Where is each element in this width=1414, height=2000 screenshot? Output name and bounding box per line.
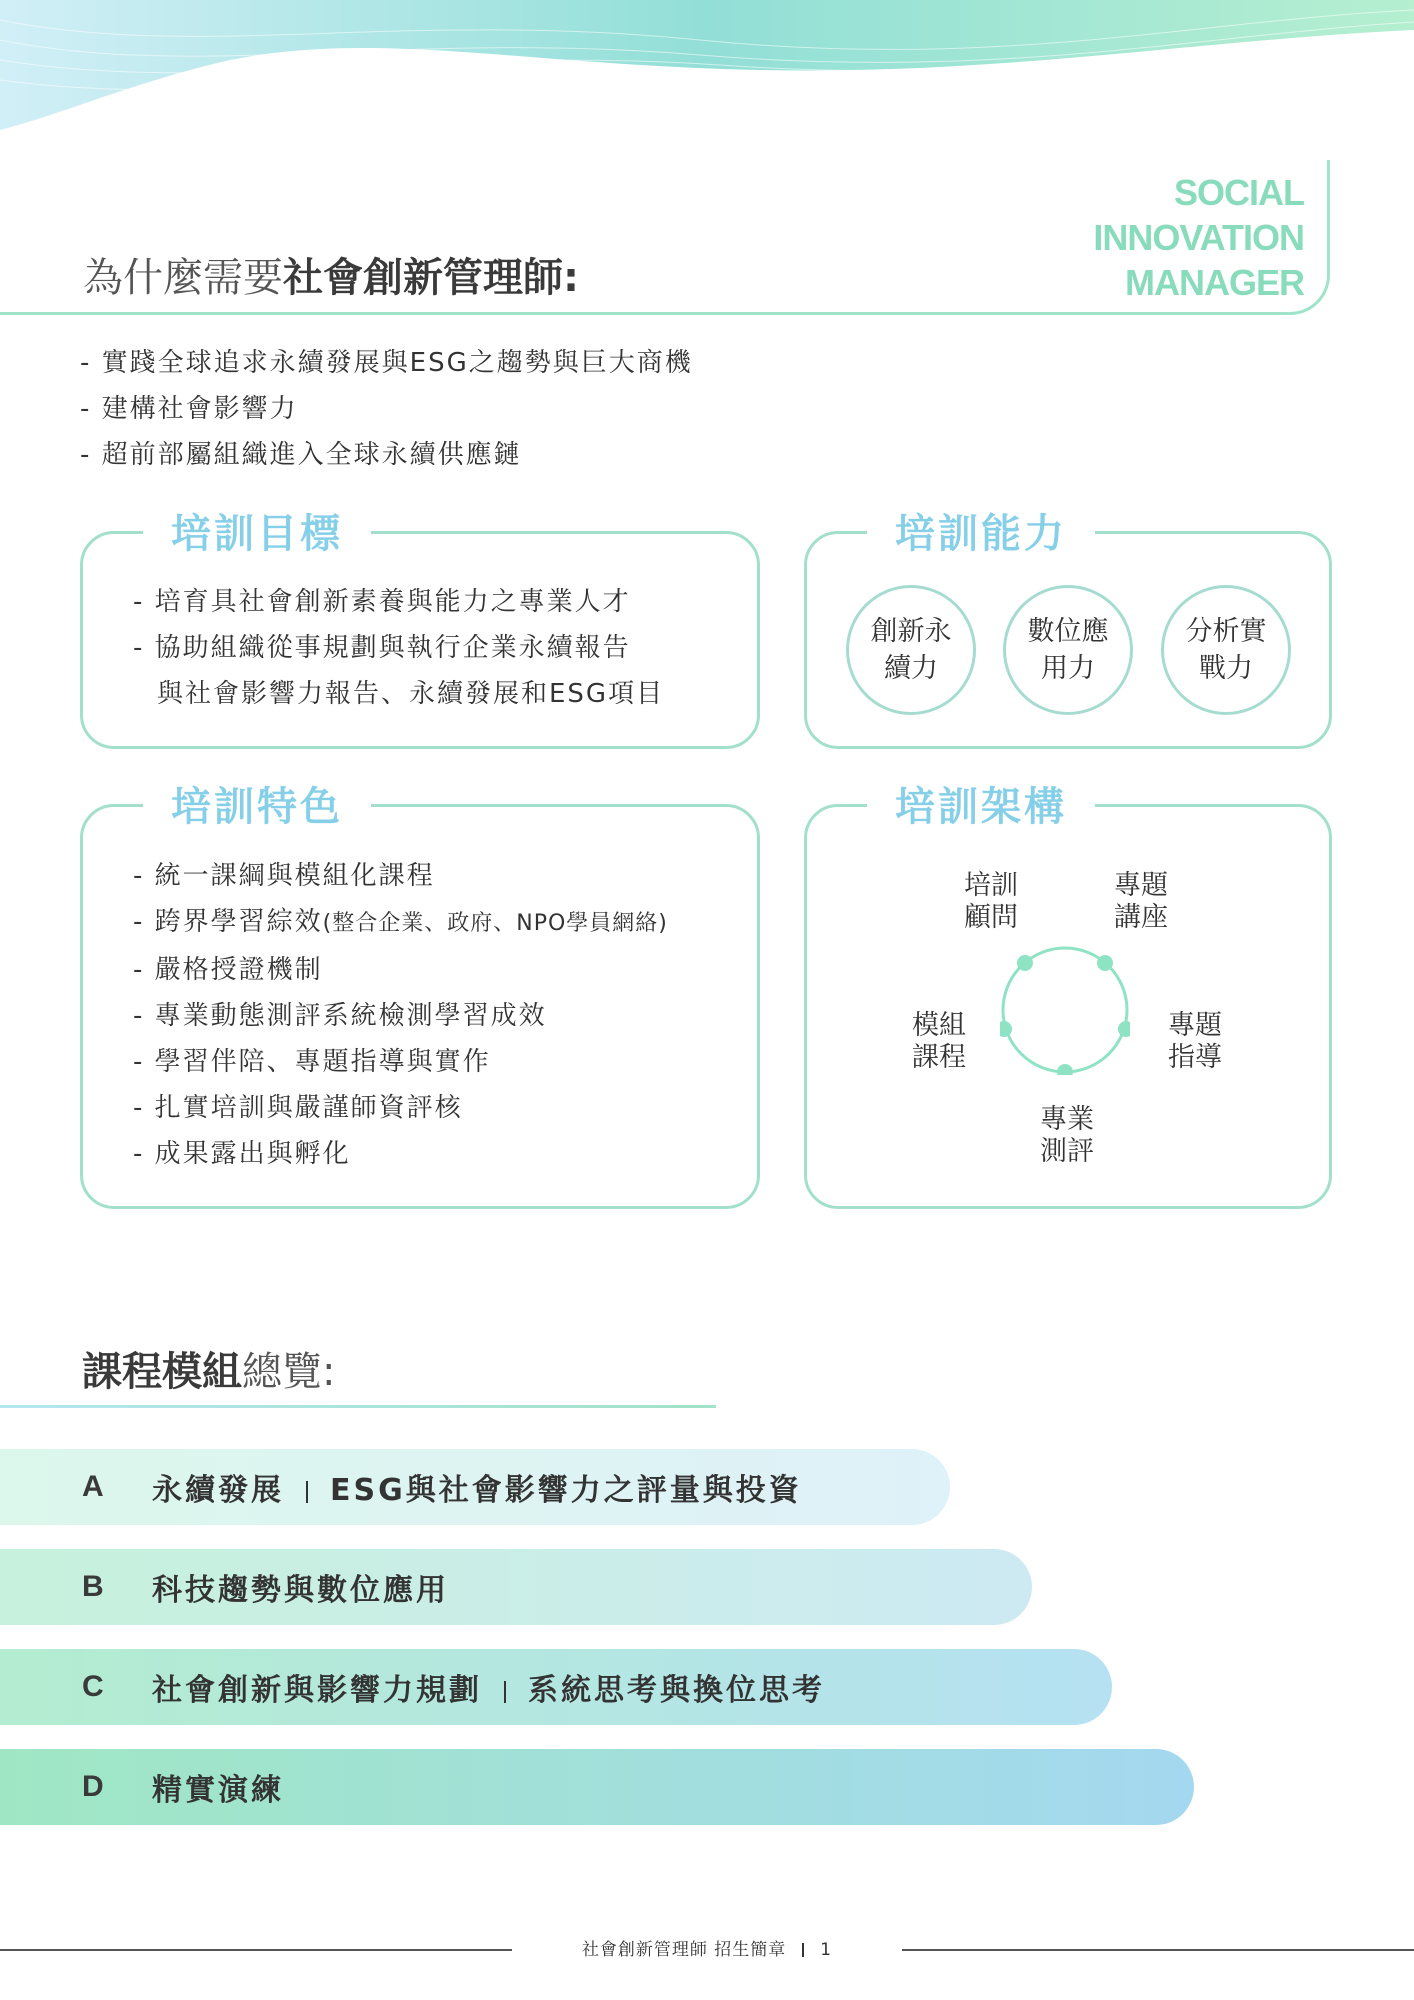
training-goals-list [133,579,664,717]
module-title [152,1765,284,1809]
why-heading-bold: 社會創新管理師: [283,255,579,301]
feature-item-text: - 扎實培訓與嚴謹師資評核 [133,1093,463,1123]
module-title [152,1565,449,1609]
feature-item [133,947,668,993]
framework-node-line: 指導 [1168,1042,1222,1073]
why-list [80,340,693,478]
brand-line-3: MANAGER [1125,262,1304,303]
module-divider [306,1481,308,1503]
module-letter: B [82,1570,104,1603]
course-module-c [0,1649,1112,1725]
training-framework-title: 培訓架構 [867,775,1095,832]
module-title-part: 精實演練 [152,1773,284,1808]
module-letter: A [82,1470,104,1503]
framework-node-dot [1000,1021,1012,1037]
feature-item [133,1039,668,1085]
framework-node-line: 專題 [1168,1010,1222,1041]
brand-wordmark [1093,170,1304,305]
framework-node-label [1155,1010,1235,1074]
framework-node-label [1101,870,1181,934]
feature-item-text: - 學習伴陪、專題指導與實作 [133,1047,491,1077]
feature-item-text: - 統一課綱與模組化課程 [133,861,435,891]
feature-item [133,1085,668,1131]
training-abilities-title: 培訓能力 [867,502,1095,559]
page-number: 1 [820,1940,833,1960]
course-module-b [0,1549,1032,1625]
course-heading-bold: 課程模組 [82,1349,242,1395]
framework-node-label [899,1010,979,1074]
goal-item: - 培育具社會創新素養與能力之專業人才 [133,587,631,617]
header-wave-decoration [0,0,1414,140]
framework-cycle-diagram [1000,945,1130,1075]
framework-node-line: 課程 [912,1042,966,1073]
module-divider [504,1681,506,1703]
framework-node-line: 專題 [1114,870,1168,901]
module-title-part: 科技趨勢與數位應用 [152,1573,449,1608]
footer-title: 社會創新管理師 招生簡章 [581,1940,787,1960]
framework-node-dot [1057,1064,1073,1075]
module-title-part: 系統思考與換位思考 [528,1673,825,1708]
feature-item-text: - 跨界學習綜效 [133,907,323,937]
ability-label: 分析實戰力 [1185,616,1267,684]
ability-circle [1003,585,1133,715]
course-overview-heading [82,1340,335,1397]
training-features-list [133,853,668,1177]
why-item: - 超前部屬組織進入全球永續供應鏈 [80,440,522,470]
framework-node-line: 顧問 [964,902,1018,933]
framework-node-dot [1097,955,1113,971]
module-title-part: 社會創新與影響力規劃 [152,1673,482,1708]
brand-line-2: INNOVATION [1093,217,1304,258]
goal-item: 與社會影響力報告、永續發展和ESG項目 [157,679,665,709]
ability-label: 數位應用力 [1027,616,1109,684]
framework-node-line: 模組 [912,1010,966,1041]
feature-item [133,993,668,1039]
framework-node-line: 培訓 [964,870,1018,901]
course-heading-rule [0,1405,716,1408]
course-heading-light: 總覽: [242,1349,336,1395]
training-abilities-panel [804,511,1332,749]
framework-node-label [1027,1104,1107,1168]
training-goals-title: 培訓目標 [143,502,371,559]
training-features-panel [80,784,760,1209]
why-heading [83,246,579,303]
framework-node-line: 測評 [1040,1136,1094,1167]
module-title-part: 永續發展 [152,1473,284,1508]
why-item: - 建構社會影響力 [80,394,298,424]
feature-item-note: (整合企業、政府、NPO學員網絡) [322,911,668,936]
ability-label: 創新永續力 [870,616,952,684]
framework-node-label [951,870,1031,934]
module-title-part: ESG與社會影響力之評量與投資 [330,1473,802,1508]
framework-node-line: 講座 [1114,902,1168,933]
course-module-d [0,1749,1194,1825]
page-footer [0,1935,1414,1960]
training-goals-panel [80,511,760,749]
feature-item [133,853,668,899]
framework-node-dot [1118,1021,1130,1037]
module-title [152,1665,825,1709]
framework-node-line: 專業 [1040,1104,1094,1135]
footer-divider [802,1943,804,1957]
why-heading-light: 為什麼需要 [83,255,283,301]
framework-node-dot [1017,955,1033,971]
course-module-a [0,1449,950,1525]
feature-item-text: - 嚴格授證機制 [133,955,323,985]
brand-line-1: SOCIAL [1173,172,1304,213]
feature-item [133,899,668,947]
module-title [152,1465,802,1509]
training-features-title: 培訓特色 [143,775,371,832]
module-letter: C [82,1670,104,1703]
why-item: - 實踐全球追求永續發展與ESG之趨勢與巨大商機 [80,348,693,378]
feature-item-text: - 成果露出與孵化 [133,1139,351,1169]
feature-item [133,1131,668,1177]
module-letter: D [82,1770,104,1803]
ability-circle [846,585,976,715]
goal-item: - 協助組織從事規劃與執行企業永續報告 [133,633,631,663]
ability-circle [1161,585,1291,715]
feature-item-text: - 專業動態測評系統檢測學習成效 [133,1001,547,1031]
